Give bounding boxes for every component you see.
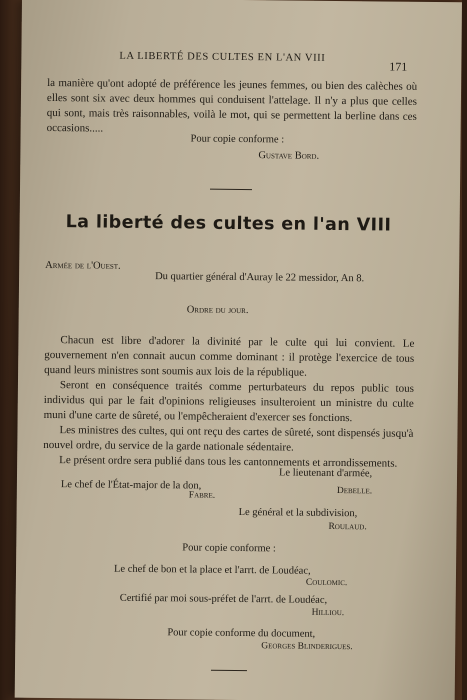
army-label: Armée de l'Ouest. (45, 259, 121, 272)
chief-signature-title: Le chef de l'État-major de la don, (60, 479, 202, 492)
copy-name-2: Coulomic. (305, 577, 348, 589)
certified-text: Certifié par moi sous-préfet de l'arrt. de Loudéac, (119, 592, 328, 606)
separator-rule-bottom (211, 670, 247, 671)
certified-name: Hilliou. (311, 607, 345, 619)
copy-label-3: Pour copie conforme du document, (167, 627, 316, 640)
separator-rule (210, 189, 252, 190)
general-signature-name: Roulaud. (328, 521, 367, 533)
book-page (15, 0, 462, 700)
order-paragraph-2: Seront en conséquence traités comme perturbateurs du repos public tous individus qui par le fait d'opinions religieuses insulteroient un ministre du culte muni d'une carte de sûreté, ou l'empêcheraient d'exercer ses fonctions. (43, 379, 415, 425)
copy-name-3: Georges Blinderigues. (261, 641, 353, 653)
book-edge-shadow (462, 0, 467, 700)
running-header: LA LIBERTÉ DES CULTES EN L'AN VIII (119, 50, 326, 64)
order-paragraph-4: Le présent ordre sera publié dans tous les cantonnements et arrondissements. (59, 454, 398, 470)
opening-paragraph: la manière qu'ont adopté de préférence les jeunes femmes, ou bien des calèches où elles sont six avec deux hommes qui conduisent l'attelage. Il n'y a plus que celles qui sont, mais très raisonnables, voilà le mot, qui se permettent la berline dans ces occasions..... (46, 76, 418, 135)
copy-signer-1: Gustave Bord. (258, 150, 320, 162)
copy-text-2: Le chef de bon et la place et l'arrt. de Loudéac, (113, 563, 311, 577)
order-paragraph-1: Chacun est libre d'adorer la divinité par le culte qui lui convient. Le gouvernement n'en connait aucun comme dominant : il protège l'exercice de tous quand leurs ministres sont soumis aux lois de la république. (44, 334, 415, 379)
copy-label-1: Pour copie conforme : (190, 133, 285, 146)
chief-signature-name: Fabre. (188, 490, 216, 501)
lieutenant-signature-name: Debelle. (336, 486, 373, 497)
order-paragraph-3: Les ministres des cultes, qui ont reçu des cartes de sûreté, sont dispensés jusqu'à nouvel ordre, du service de la garde nationale sédentaire. (43, 424, 414, 454)
general-signature-title: Le général et la subdivision, (238, 506, 358, 520)
lieutenant-signature-title: Le lieutenant d'armée, (278, 467, 373, 480)
dateline: Du quartier général d'Auray le 22 messidor, An 8. (155, 271, 365, 285)
order-heading: Ordre du jour. (186, 304, 249, 317)
article-title: La liberté des cultes en l'an VIII (65, 212, 392, 236)
page-number: 171 (389, 59, 408, 74)
copy-label-2: Pour copie conforme : (182, 542, 276, 555)
